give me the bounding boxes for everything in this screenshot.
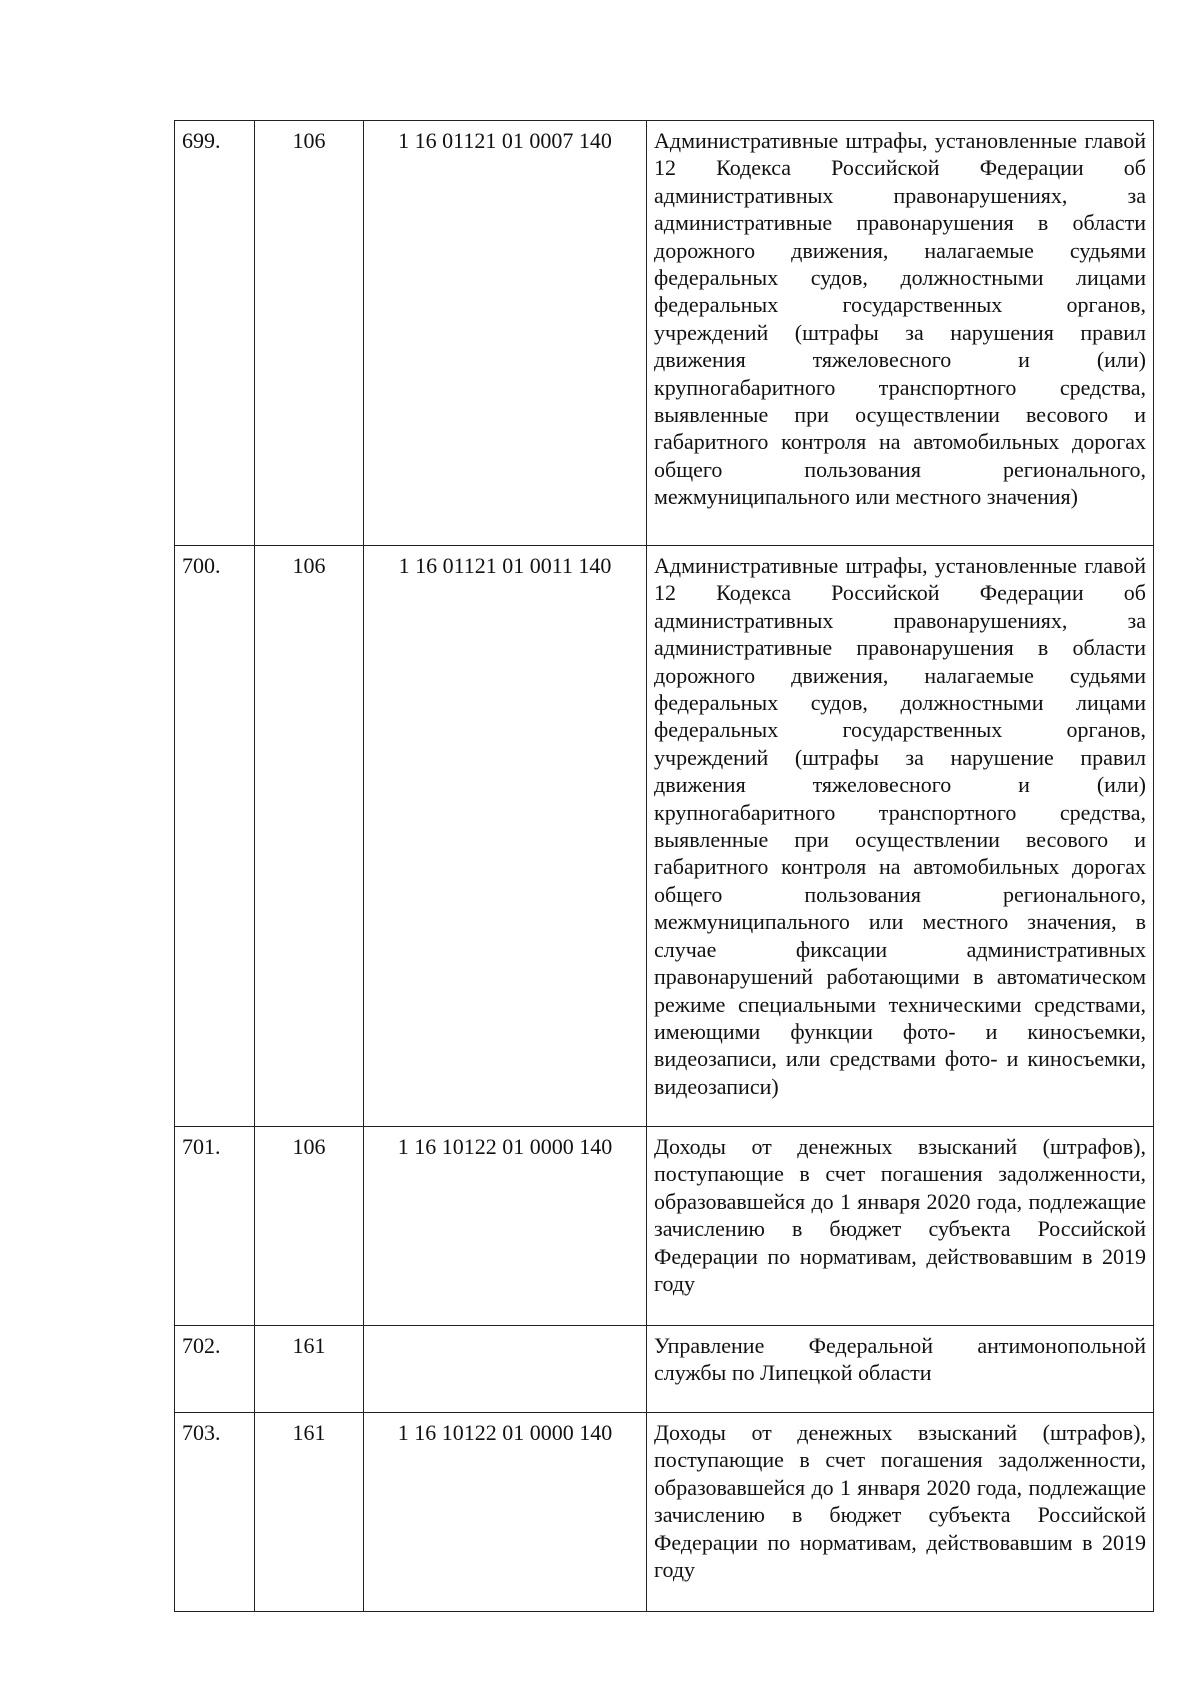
row-number: 700. [175, 546, 255, 1127]
admin-code: 106 [255, 546, 364, 1127]
budget-classification-code: 1 16 10122 01 0000 140 [364, 1127, 647, 1326]
admin-code: 106 [255, 1127, 364, 1326]
budget-classification-code [364, 1326, 647, 1413]
income-description: Административные штрафы, установленные главой 12 Кодекса Российской Федерации об административных правонарушениях, за административные правонарушения в области дорожного движения, налагаемые судьями федеральных судов, должностными лицами федеральных государственных органов, учреждений (штрафы за нарушение правил движения тяжеловесного и (или) крупногабаритного транспортного средства, выявленные при осуществлении весового и габаритного контроля на автомобильных дорогах общего пользования регионального, межмуниципального или местного значения, в случае фиксации административных правонарушений работающими в автоматическом режиме специальными техническими средствами, имеющими функции фото- и киносъемки, видеозаписи, или средствами фото- и киносъемки, видеозаписи) [647, 546, 1154, 1127]
row-number: 701. [175, 1127, 255, 1326]
admin-code: 161 [255, 1413, 364, 1612]
table-row [175, 1326, 1154, 1413]
budget-classification-code: 1 16 01121 01 0007 140 [364, 121, 647, 546]
row-number: 699. [175, 121, 255, 546]
budget-classification-code: 1 16 01121 01 0011 140 [364, 546, 647, 1127]
row-number: 702. [175, 1326, 255, 1413]
table-row [175, 546, 1154, 1127]
income-description: Доходы от денежных взысканий (штрафов), поступающие в счет погашения задолженности, образовавшейся до 1 января 2020 года, подлежащие зачислению в бюджет субъекта Российской Федерации по нормативам, действовавшим в 2019 году [647, 1127, 1154, 1326]
table-row [175, 1413, 1154, 1612]
table-row [175, 1127, 1154, 1326]
row-number: 703. [175, 1413, 255, 1612]
budget-classification-code: 1 16 10122 01 0000 140 [364, 1413, 647, 1612]
income-description: Административные штрафы, установленные главой 12 Кодекса Российской Федерации об административных правонарушениях, за административные правонарушения в области дорожного движения, налагаемые судьями федеральных судов, должностными лицами федеральных государственных органов, учреждений (штрафы за нарушения правил движения тяжеловесного и (или) крупногабаритного транспортного средства, выявленные при осуществлении весового и габаритного контроля на автомобильных дорогах общего пользования регионального, межмуниципального или местного значения) [647, 121, 1154, 546]
admin-code: 106 [255, 121, 364, 546]
income-description: Доходы от денежных взысканий (штрафов), поступающие в счет погашения задолженности, образовавшейся до 1 января 2020 года, подлежащие зачислению в бюджет субъекта Российской Федерации по нормативам, действовавшим в 2019 году [647, 1413, 1154, 1612]
administrator-name: Управление Федеральной антимонопольной службы по Липецкой области [647, 1326, 1154, 1413]
income-codes-table [174, 120, 1154, 1612]
table-row [175, 121, 1154, 546]
admin-code: 161 [255, 1326, 364, 1413]
